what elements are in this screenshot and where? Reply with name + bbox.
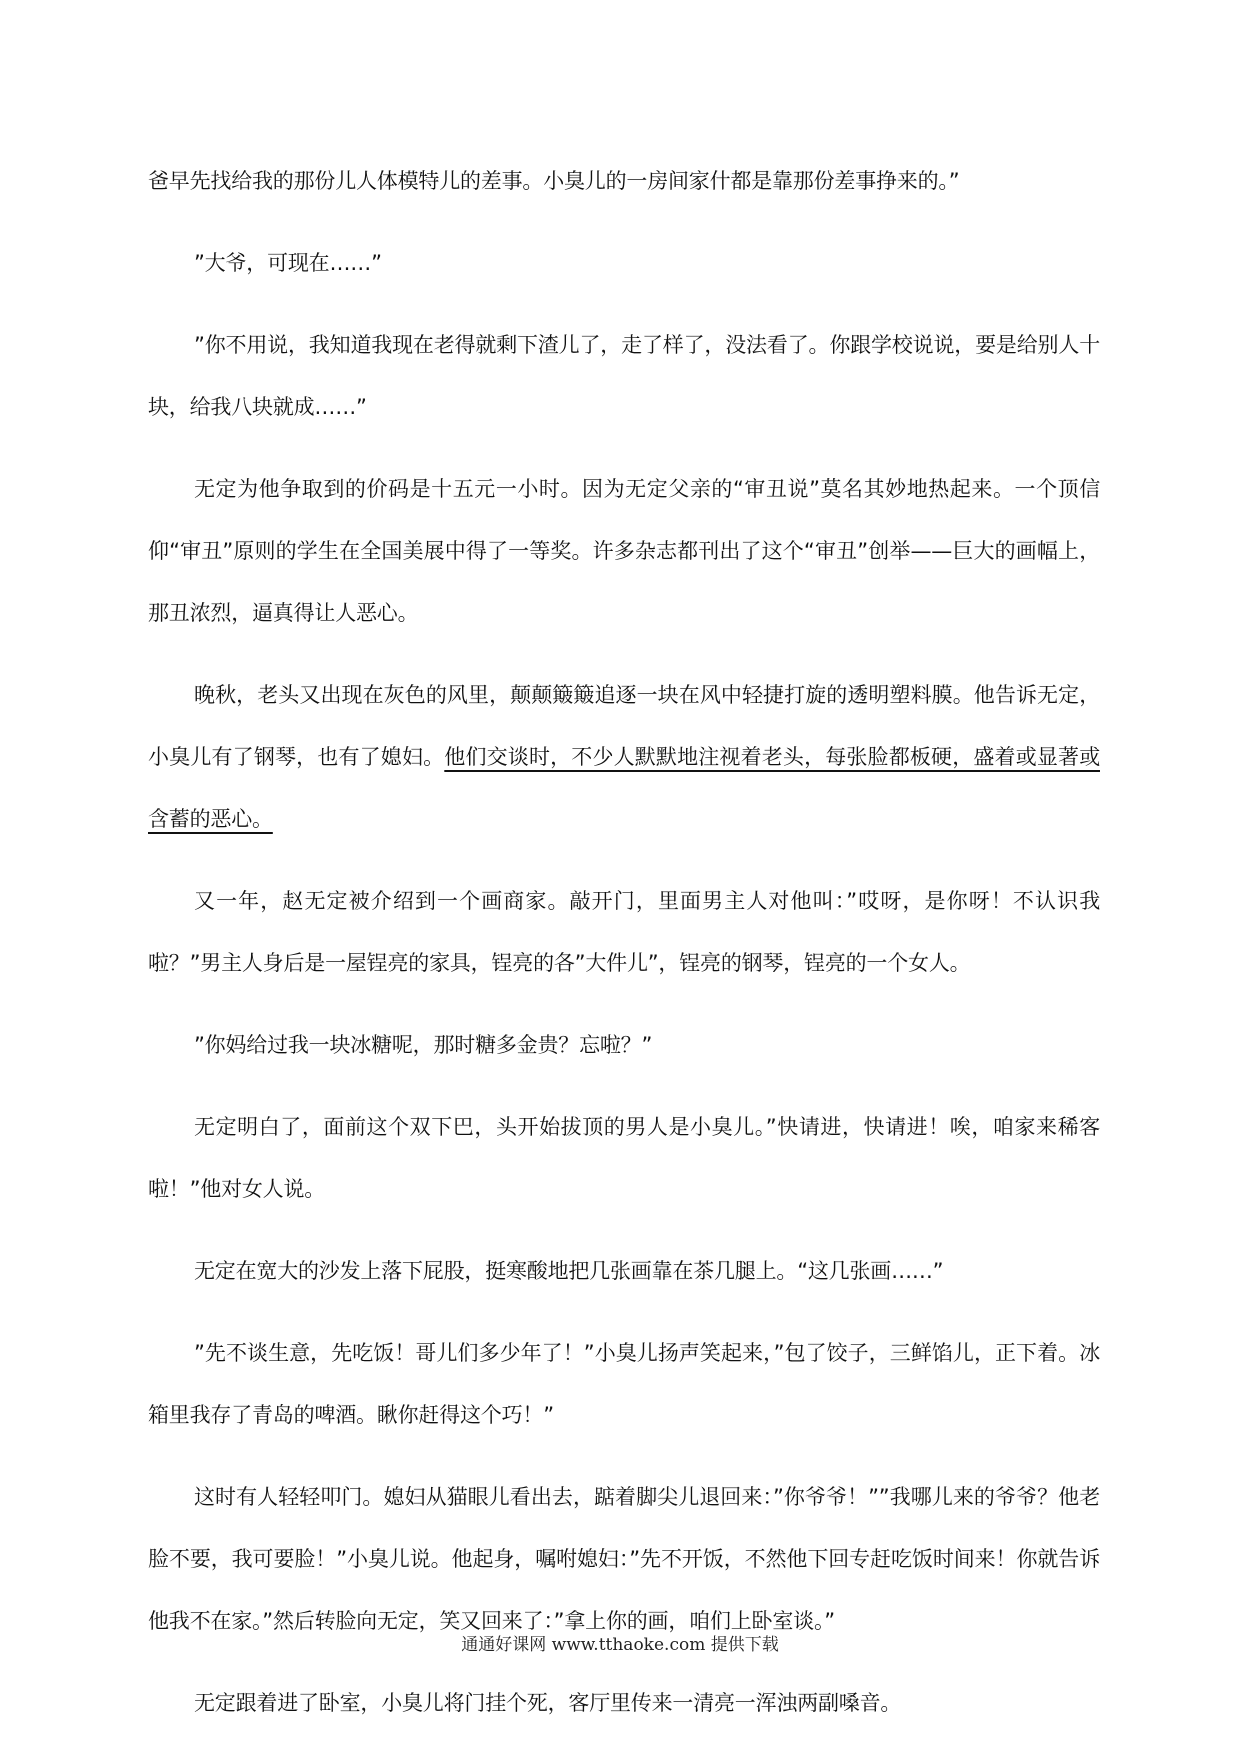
paragraph-2: ”大爷，可现在……”: [194, 251, 382, 275]
underlined-sentence: 他们交谈时，不少人默默地注视着老头，每张脸都板硬，盛着或显著或含蓄的恶心。: [148, 745, 1100, 831]
paragraph-11: 这时有人轻轻叩门。媳妇从猫眼儿看出去，踮着脚尖儿退回来：”你爷爷！””我哪儿来的爷爷？他老脸不要，我可要脸！”小臭儿说。他起身，嘱咐媳妇：”先不开饭，不然他下回专赶吃饭时间来！你就告诉他我不在家。”然后转脸向无定，笑又回来了：”拿上你的画，咱们上卧室谈。”: [148, 1485, 1100, 1633]
paragraph-9: 无定在宽大的沙发上落下屁股，挺寒酸地把几张画靠在茶几腿上。“这几张画……”: [194, 1259, 944, 1283]
paragraph-7: ”你妈给过我一块冰糖呢，那时糖多金贵？忘啦？”: [194, 1033, 653, 1057]
page-footer: 通通好课网 www.tthaoke.com 提供下载: [461, 1635, 779, 1655]
paragraph-12: 无定跟着进了卧室，小臭儿将门挂个死，客厅里传来一清亮一浑浊两副嗓音。: [194, 1691, 902, 1715]
paragraph-10: ”先不谈生意，先吃饭！哥儿们多少年了！”小臭儿扬声笑起来，”包了饺子，三鲜馅儿，正下着。冰箱里我存了青岛的啤酒。瞅你赶得这个巧！”: [148, 1341, 1100, 1427]
paragraph-6: 又一年，赵无定被介绍到一个画商家。敲开门，里面男主人对他叫：”哎呀，是你呀！不认识我啦？”男主人身后是一屋锃亮的家具，锃亮的各”大件儿”，锃亮的钢琴，锃亮的一个女人。: [148, 889, 1100, 975]
paragraph-8: 无定明白了，面前这个双下巴，头开始拔顶的男人是小臭儿。”快请进，快请进！唉，咱家来稀客啦！”他对女人说。: [148, 1115, 1100, 1201]
paragraph-5: [148, 664, 1100, 850]
paragraph-5-plain: 晚秋，老头又出现在灰色的风里，颠颠簸簸追逐一块在风中轻捷打旋的透明塑料膜。他告诉无定，小臭儿有了钢琴，也有了媳妇。: [148, 683, 1100, 769]
paragraph-3: ”你不用说，我知道我现在老得就剩下渣儿了，走了样了，没法看了。你跟学校说说，要是给别人十块，给我八块就成……”: [148, 333, 1100, 419]
paragraph-4: 无定为他争取到的价码是十五元一小时。因为无定父亲的“审丑说”莫名其妙地热起来。一个顶信仰“审丑”原则的学生在全国美展中得了一等奖。许多杂志都刊出了这个“审丑”创举——巨大的画幅上，那丑浓烈，逼真得让人恶心。: [148, 477, 1100, 625]
paragraph-1: 爸早先找给我的那份儿人体模特儿的差事。小臭儿的一房间家什都是靠那份差事挣来的。”: [148, 169, 960, 193]
story-text: [148, 150, 1100, 1754]
